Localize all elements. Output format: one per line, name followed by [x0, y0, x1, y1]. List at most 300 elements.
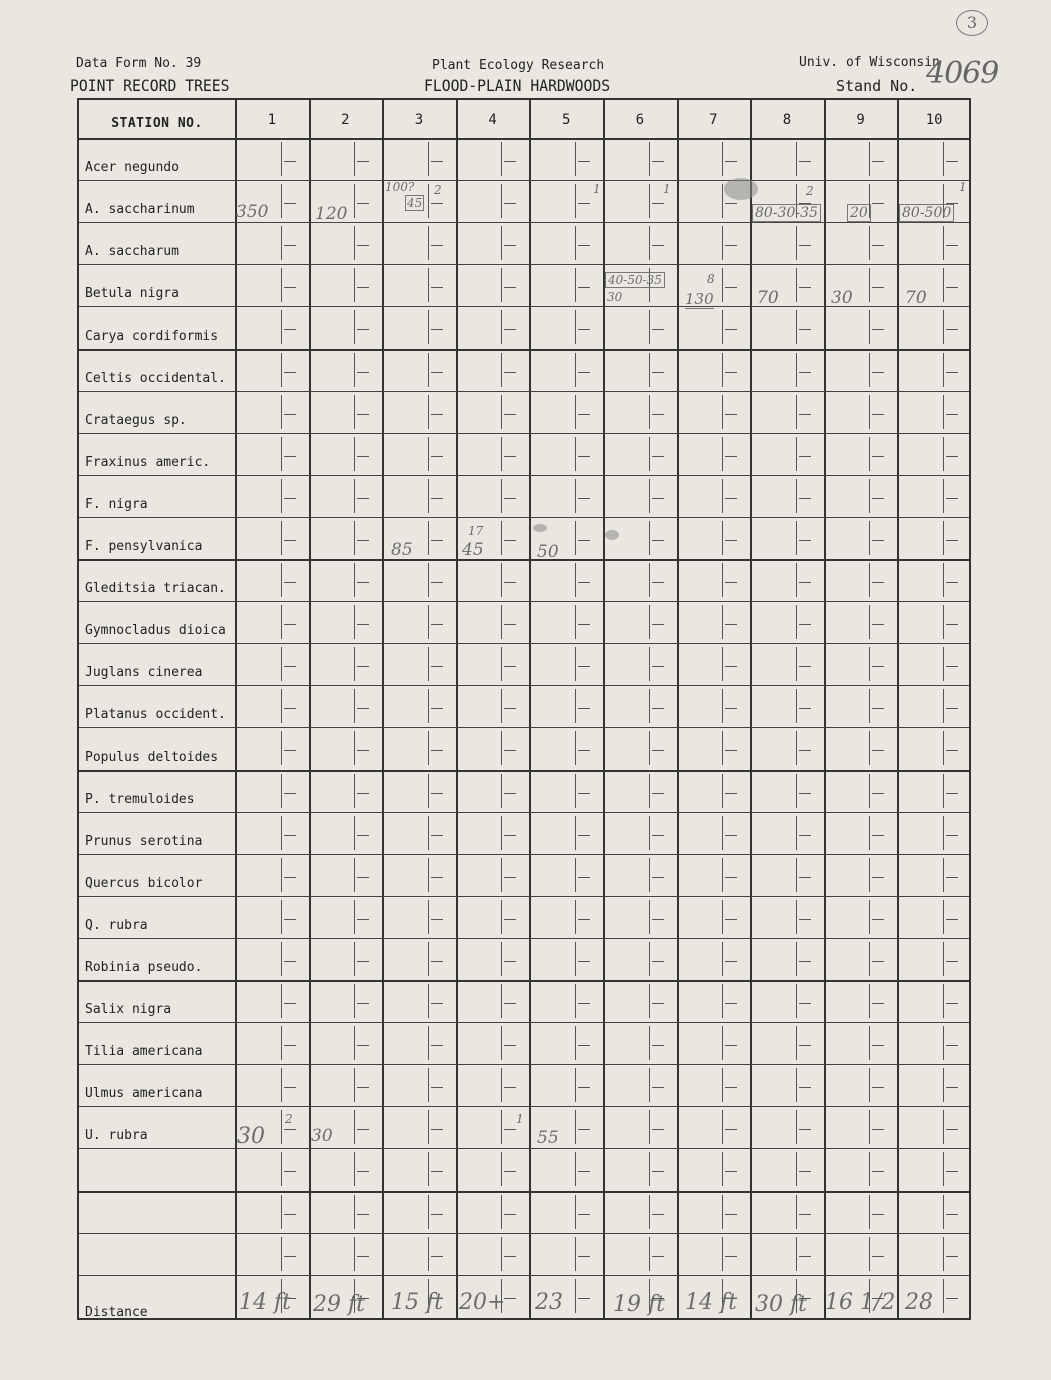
row-divider: [79, 727, 969, 728]
cell-dash: [872, 919, 884, 920]
cell-divider: [501, 647, 502, 681]
entry-a-saccharinum-s10-count: 1: [959, 180, 967, 194]
cell-dash: [504, 1171, 516, 1172]
cell-dash: [284, 666, 296, 667]
cell-divider: [575, 563, 576, 597]
cell-divider: [649, 647, 650, 681]
cell-divider: [796, 563, 797, 597]
cell-divider: [722, 1026, 723, 1060]
cell-divider: [281, 521, 282, 555]
cell-divider: [428, 353, 429, 387]
cell-dash: [357, 414, 369, 415]
column-border: [456, 100, 458, 1318]
cell-dash: [799, 1171, 811, 1172]
cell-dash: [872, 1087, 884, 1088]
cell-dash: [431, 329, 443, 330]
row-divider: [79, 180, 969, 181]
cell-dash: [578, 161, 590, 162]
point-record-table: [77, 98, 971, 1320]
cell-divider: [943, 1110, 944, 1144]
cell-divider: [354, 942, 355, 976]
cell-dash: [652, 708, 664, 709]
cell-dash: [504, 624, 516, 625]
cell-dash: [799, 456, 811, 457]
cell-dash: [357, 372, 369, 373]
distance-station-4: 20+: [459, 1290, 506, 1315]
cell-divider: [281, 1026, 282, 1060]
cell-divider: [428, 731, 429, 765]
cell-dash: [725, 877, 737, 878]
distance-station-8: 30 ft: [755, 1292, 807, 1317]
cell-dash: [578, 1003, 590, 1004]
cell-dash: [652, 414, 664, 415]
cell-divider: [943, 479, 944, 513]
cell-dash: [872, 1129, 884, 1130]
cell-dash: [799, 1045, 811, 1046]
cell-divider: [722, 521, 723, 555]
entry-u-rubra-s1-value: 30: [237, 1124, 265, 1149]
cell-divider: [281, 353, 282, 387]
species-label: Q. rubra: [85, 917, 148, 933]
cell-divider: [501, 900, 502, 934]
cell-dash: [799, 624, 811, 625]
cell-dash: [431, 498, 443, 499]
station-number-2: 2: [341, 112, 350, 128]
cell-dash: [431, 919, 443, 920]
cell-dash: [652, 1256, 664, 1257]
cell-dash: [504, 750, 516, 751]
column-border: [529, 100, 531, 1318]
cell-dash: [725, 750, 737, 751]
cell-divider: [281, 268, 282, 302]
cell-divider: [869, 816, 870, 850]
row-divider: [79, 643, 969, 644]
cell-divider: [575, 1152, 576, 1186]
cell-divider: [869, 142, 870, 176]
cell-divider: [722, 774, 723, 808]
cell-dash: [652, 372, 664, 373]
cell-dash: [872, 372, 884, 373]
cell-divider: [428, 1110, 429, 1144]
cell-divider: [722, 437, 723, 471]
entry-betula-nigra-s7-value: 130: [685, 290, 714, 308]
cell-divider: [501, 774, 502, 808]
cell-divider: [649, 942, 650, 976]
cell-divider: [354, 731, 355, 765]
species-label: Fraxinus americ.: [85, 454, 211, 470]
cell-divider: [943, 1237, 944, 1271]
cell-dash: [872, 1256, 884, 1257]
species-label: Crataegus sp.: [85, 412, 187, 428]
row-divider: [79, 1022, 969, 1023]
cell-divider: [869, 942, 870, 976]
cell-dash: [872, 329, 884, 330]
cell-divider: [943, 268, 944, 302]
entry-a-saccharinum-s2: 120: [315, 204, 348, 224]
distance-label: Distance: [85, 1305, 148, 1320]
cell-divider: [575, 900, 576, 934]
cell-divider: [796, 858, 797, 892]
cell-dash: [357, 287, 369, 288]
cell-divider: [575, 521, 576, 555]
cell-dash: [431, 624, 443, 625]
cell-dash: [578, 498, 590, 499]
cell-dash: [357, 666, 369, 667]
cell-divider: [354, 353, 355, 387]
cell-divider: [428, 647, 429, 681]
cell-divider: [354, 310, 355, 344]
entry-f-pensylvanica-s4-count: 17: [468, 524, 484, 538]
cell-dash: [504, 161, 516, 162]
row-divider: [79, 854, 969, 855]
cell-divider: [501, 1237, 502, 1271]
station-number-1: 1: [267, 112, 277, 128]
entry-a-saccharinum-s10-value: 80-500: [899, 204, 954, 222]
cell-dash: [578, 1171, 590, 1172]
cell-divider: [943, 605, 944, 639]
cell-divider: [575, 1237, 576, 1271]
cell-dash: [725, 203, 737, 204]
cell-divider: [722, 1237, 723, 1271]
cell-divider: [649, 984, 650, 1018]
station-number-8: 8: [782, 112, 792, 128]
cell-divider: [796, 353, 797, 387]
cell-dash: [725, 961, 737, 962]
cell-divider: [722, 1152, 723, 1186]
cell-divider: [722, 984, 723, 1018]
cell-dash: [946, 835, 958, 836]
cell-divider: [649, 1237, 650, 1271]
cell-dash: [652, 835, 664, 836]
cell-divider: [428, 1068, 429, 1102]
cell-divider: [501, 1110, 502, 1144]
cell-divider: [943, 731, 944, 765]
cell-divider: [428, 184, 429, 218]
cell-dash: [431, 1045, 443, 1046]
cell-divider: [796, 310, 797, 344]
cell-dash: [946, 414, 958, 415]
row-divider: [79, 1064, 969, 1065]
cell-dash: [946, 624, 958, 625]
cell-divider: [943, 900, 944, 934]
species-label: Prunus serotina: [85, 833, 203, 849]
cell-divider: [943, 1026, 944, 1060]
cell-divider: [722, 731, 723, 765]
stand-number: 4069: [926, 56, 999, 91]
cell-dash: [357, 877, 369, 878]
cell-divider: [869, 268, 870, 302]
cell-divider: [796, 731, 797, 765]
cell-divider: [428, 858, 429, 892]
cell-divider: [869, 1068, 870, 1102]
cell-dash: [799, 540, 811, 541]
cell-divider: [354, 647, 355, 681]
cell-dash: [652, 498, 664, 499]
cell-dash: [872, 624, 884, 625]
cell-divider: [722, 605, 723, 639]
cell-dash: [431, 1214, 443, 1215]
species-label: F. pensylvanica: [85, 539, 203, 554]
cell-dash: [357, 1087, 369, 1088]
cell-dash: [725, 329, 737, 330]
cell-divider: [649, 1110, 650, 1144]
species-label: A. saccharinum: [85, 202, 195, 218]
cell-dash: [504, 877, 516, 878]
cell-divider: [943, 310, 944, 344]
cell-divider: [943, 437, 944, 471]
cell-divider: [354, 437, 355, 471]
cell-divider: [501, 142, 502, 176]
species-label: Tilia americana: [85, 1044, 203, 1060]
entry-u-rubra-s2-value: 30: [311, 1126, 333, 1146]
cell-divider: [796, 437, 797, 471]
cell-divider: [575, 142, 576, 176]
cell-dash: [725, 1003, 737, 1004]
cell-dash: [725, 624, 737, 625]
cell-dash: [431, 877, 443, 878]
cell-dash: [431, 203, 443, 204]
cell-divider: [575, 1279, 576, 1313]
cell-dash: [431, 161, 443, 162]
distance-station-10: 28: [905, 1290, 933, 1315]
cell-divider: [575, 226, 576, 260]
cell-dash: [799, 161, 811, 162]
entry-a-saccharinum-s6-count: 1: [663, 182, 671, 196]
cell-divider: [281, 395, 282, 429]
cell-divider: [869, 984, 870, 1018]
cell-dash: [504, 1214, 516, 1215]
page-number: 3: [956, 10, 988, 36]
cell-dash: [652, 540, 664, 541]
cell-dash: [872, 1045, 884, 1046]
cell-dash: [357, 961, 369, 962]
cell-divider: [722, 942, 723, 976]
cell-divider: [649, 1152, 650, 1186]
cell-divider: [281, 184, 282, 218]
cell-dash: [799, 1087, 811, 1088]
cell-divider: [575, 731, 576, 765]
cell-dash: [946, 287, 958, 288]
cell-dash: [872, 456, 884, 457]
cell-dash: [725, 414, 737, 415]
cell-divider: [575, 353, 576, 387]
cell-dash: [799, 1256, 811, 1257]
cell-dash: [431, 245, 443, 246]
cell-divider: [869, 1152, 870, 1186]
cell-divider: [575, 689, 576, 723]
cell-dash: [504, 961, 516, 962]
cell-dash: [284, 414, 296, 415]
cell-dash: [357, 456, 369, 457]
cell-divider: [575, 858, 576, 892]
cell-divider: [869, 774, 870, 808]
cell-divider: [281, 774, 282, 808]
cell-dash: [284, 1214, 296, 1215]
cell-dash: [284, 1129, 296, 1130]
cell-dash: [284, 708, 296, 709]
cell-dash: [504, 498, 516, 499]
cell-dash: [946, 1087, 958, 1088]
cell-divider: [354, 268, 355, 302]
cell-divider: [428, 563, 429, 597]
cell-divider: [649, 605, 650, 639]
entry-f-pensylvanica-s5-value: 50: [537, 542, 559, 562]
cell-divider: [722, 310, 723, 344]
cell-dash: [357, 1045, 369, 1046]
cell-divider: [575, 942, 576, 976]
cell-dash: [504, 203, 516, 204]
species-label: Populus deltoides: [85, 749, 219, 765]
cell-divider: [281, 1195, 282, 1229]
entry-a-saccharinum-s8-count: 2: [806, 184, 814, 198]
entry-a-saccharinum-s1: 350: [236, 202, 269, 222]
cell-divider: [796, 605, 797, 639]
distance-station-5: 23: [535, 1290, 563, 1315]
cell-divider: [501, 184, 502, 218]
cell-divider: [796, 268, 797, 302]
column-border: [824, 100, 826, 1318]
cell-dash: [725, 1256, 737, 1257]
cell-dash: [578, 582, 590, 583]
column-border: [677, 100, 679, 1318]
cell-divider: [796, 1237, 797, 1271]
entry-a-saccharinum-s3-value: 45: [407, 196, 423, 210]
cell-dash: [652, 1171, 664, 1172]
cell-divider: [649, 689, 650, 723]
cell-dash: [357, 203, 369, 204]
cell-divider: [869, 226, 870, 260]
cell-divider: [501, 268, 502, 302]
cell-divider: [869, 605, 870, 639]
cell-divider: [722, 816, 723, 850]
cell-dash: [872, 666, 884, 667]
cell-divider: [649, 226, 650, 260]
cell-divider: [796, 900, 797, 934]
cell-dash: [872, 582, 884, 583]
cell-divider: [575, 395, 576, 429]
cell-divider: [722, 1068, 723, 1102]
cell-divider: [354, 1195, 355, 1229]
cell-dash: [504, 919, 516, 920]
cell-divider: [869, 1195, 870, 1229]
cell-dash: [652, 1214, 664, 1215]
cell-divider: [501, 226, 502, 260]
cell-dash: [872, 708, 884, 709]
cell-dash: [284, 624, 296, 625]
cell-dash: [357, 708, 369, 709]
ink-smudge: [724, 178, 758, 200]
cell-dash: [431, 666, 443, 667]
cell-divider: [722, 563, 723, 597]
cell-divider: [575, 1110, 576, 1144]
cell-divider: [869, 395, 870, 429]
cell-dash: [578, 245, 590, 246]
cell-dash: [504, 1045, 516, 1046]
cell-dash: [578, 877, 590, 878]
cell-divider: [354, 184, 355, 218]
species-label: U. rubra: [85, 1128, 148, 1144]
cell-divider: [869, 353, 870, 387]
species-label: Betula nigra: [85, 286, 179, 302]
station-header: STATION NO.: [111, 116, 203, 131]
cell-dash: [284, 1256, 296, 1257]
cell-divider: [943, 689, 944, 723]
row-divider: [79, 812, 969, 813]
cell-divider: [501, 521, 502, 555]
row-divider: [79, 938, 969, 939]
cell-dash: [799, 245, 811, 246]
cell-divider: [869, 1237, 870, 1271]
cell-divider: [649, 858, 650, 892]
cell-dash: [431, 961, 443, 962]
cell-divider: [575, 1026, 576, 1060]
row-divider: [79, 391, 969, 392]
cell-divider: [649, 479, 650, 513]
column-border: [750, 100, 752, 1318]
cell-dash: [946, 1045, 958, 1046]
cell-dash: [504, 540, 516, 541]
cell-divider: [649, 1068, 650, 1102]
cell-dash: [357, 1129, 369, 1130]
cell-dash: [504, 708, 516, 709]
cell-dash: [872, 961, 884, 962]
cell-divider: [281, 605, 282, 639]
cell-dash: [872, 1003, 884, 1004]
cell-divider: [575, 816, 576, 850]
cell-divider: [428, 395, 429, 429]
row-divider: [79, 1233, 969, 1234]
cell-dash: [284, 877, 296, 878]
station-number-9: 9: [856, 112, 865, 128]
cell-divider: [722, 353, 723, 387]
entry-betula-nigra-s7-count: 8: [707, 272, 715, 286]
cell-dash: [578, 1087, 590, 1088]
species-label: Quercus bicolor: [85, 875, 203, 891]
cell-dash: [431, 793, 443, 794]
row-divider: [79, 601, 969, 602]
cell-divider: [722, 1195, 723, 1229]
cell-dash: [357, 1214, 369, 1215]
cell-dash: [946, 708, 958, 709]
cell-dash: [357, 161, 369, 162]
cell-divider: [943, 395, 944, 429]
cell-dash: [799, 287, 811, 288]
distance-station-1: 14 ft: [239, 1290, 291, 1315]
cell-dash: [578, 203, 590, 204]
cell-divider: [943, 1279, 944, 1313]
cell-divider: [869, 521, 870, 555]
cell-dash: [357, 750, 369, 751]
cell-divider: [649, 774, 650, 808]
cell-dash: [946, 1256, 958, 1257]
cell-dash: [946, 372, 958, 373]
cell-dash: [946, 1298, 958, 1299]
entry-u-rubra-s5-count: 1: [516, 1112, 524, 1126]
species-label: Gymnocladus dioica: [85, 623, 226, 639]
cell-divider: [796, 1026, 797, 1060]
cell-divider: [943, 353, 944, 387]
cell-dash: [284, 245, 296, 246]
cell-divider: [575, 605, 576, 639]
cell-dash: [725, 372, 737, 373]
cell-dash: [725, 161, 737, 162]
row-divider: [79, 1148, 969, 1149]
cell-divider: [354, 816, 355, 850]
cell-divider: [281, 647, 282, 681]
species-label: Carya cordiformis: [85, 328, 219, 344]
cell-dash: [725, 1087, 737, 1088]
species-label: Ulmus americana: [85, 1086, 203, 1102]
